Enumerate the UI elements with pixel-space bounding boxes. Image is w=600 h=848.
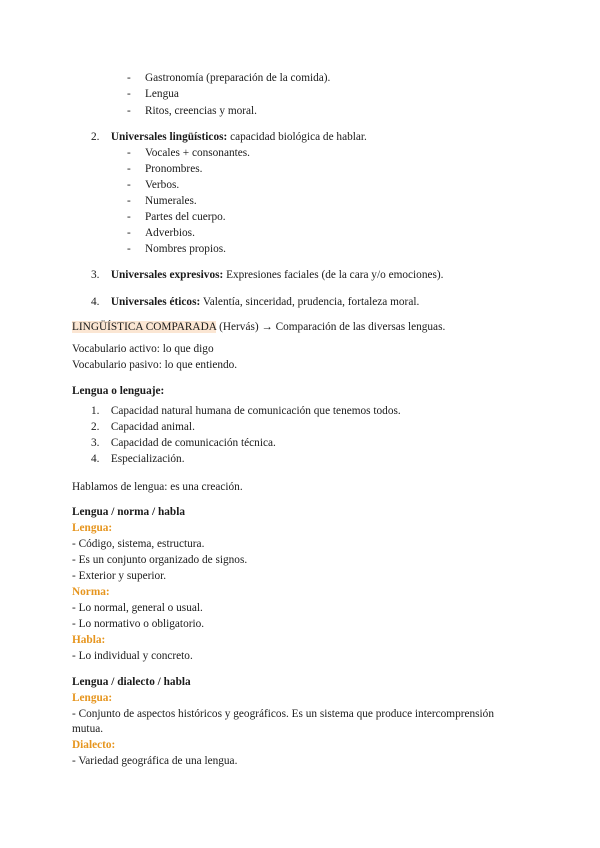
note-text: Hablamos de lengua: es una creación. xyxy=(72,481,243,493)
numbered-item xyxy=(91,420,195,434)
dash-marker: - xyxy=(127,227,131,239)
list-item-text: Nombres propios. xyxy=(145,243,226,255)
list-item-text: Gastronomía (preparación de la comida). xyxy=(145,72,331,84)
dash-marker: - xyxy=(127,147,131,159)
item-text: Capacidad natural humana de comunicación que tenemos todos. xyxy=(110,405,401,417)
numbered-item xyxy=(91,436,276,450)
item-text: Expresiones faciales (de la cara y/o emociones). xyxy=(226,269,444,281)
vocab-active: Vocabulario activo: lo que digo xyxy=(72,343,214,355)
paragraph-line: mutua. xyxy=(72,723,104,735)
comparada-text: (Hervás) → Comparación de las diversas lenguas. xyxy=(219,321,446,333)
item-text: Valentía, sinceridad, prudencia, fortaleza moral. xyxy=(202,296,420,308)
numbered-item xyxy=(91,452,185,466)
list-item: - Variedad geográfica de una lengua. xyxy=(72,755,238,767)
list-item-text: Vocales + consonantes. xyxy=(145,147,250,159)
list-item: - Lo normal, general o usual. xyxy=(72,602,203,614)
item-number: 2. xyxy=(91,421,100,433)
paragraph-line: - Conjunto de aspectos históricos y geográficos. Es un sistema que produce intercomprensión xyxy=(72,708,494,720)
item-text: Capacidad animal. xyxy=(110,421,195,433)
dash-marker: - xyxy=(127,88,131,100)
subheading-dialecto: Dialecto: xyxy=(72,739,116,751)
section-heading: Lengua / dialecto / habla xyxy=(72,676,191,688)
dash-marker: - xyxy=(127,72,131,84)
item-number: 2. xyxy=(91,131,100,143)
item-title: Universales expresivos: xyxy=(110,269,224,281)
item-number: 3. xyxy=(91,437,100,449)
dash-marker: - xyxy=(127,211,131,223)
universal-item-expressive xyxy=(91,268,443,282)
universal-item-ethical xyxy=(91,295,419,309)
subheading-norma: Norma: xyxy=(72,586,110,598)
list-item: - Es un conjunto organizado de signos. xyxy=(72,554,248,566)
dash-marker: - xyxy=(127,195,131,207)
item-title: Universales lingüísticos: xyxy=(110,131,228,143)
numbered-item xyxy=(91,404,401,418)
list-item-text: Partes del cuerpo. xyxy=(145,211,226,223)
list-item: - Exterior y superior. xyxy=(72,570,167,582)
item-number: 4. xyxy=(91,296,100,308)
list-item-text: Pronombres. xyxy=(145,163,203,175)
list-item-text: Ritos, creencias y moral. xyxy=(145,105,257,117)
list-item: - Lo individual y concreto. xyxy=(72,650,193,662)
list-item-text: Adverbios. xyxy=(145,227,195,239)
list-item-text: Verbos. xyxy=(145,179,180,191)
list-item-text: Numerales. xyxy=(145,195,197,207)
section-heading: Lengua o lenguaje: xyxy=(72,385,165,397)
list-item: - Lo normativo o obligatorio. xyxy=(72,618,205,630)
list-item: - Código, sistema, estructura. xyxy=(72,538,205,550)
subheading-lengua: Lengua: xyxy=(72,522,113,534)
item-number: 4. xyxy=(91,453,100,465)
subheading-lengua: Lengua: xyxy=(72,692,113,704)
highlighted-term: LINGÜÍSTICA COMPARADA xyxy=(72,321,217,333)
item-title: Universales éticos: xyxy=(110,296,201,308)
comparada-line xyxy=(72,320,445,334)
list-item-text: Lengua xyxy=(145,88,179,100)
item-number: 1. xyxy=(91,405,100,417)
universal-item-linguistic xyxy=(91,130,367,144)
dash-marker: - xyxy=(127,243,131,255)
dash-marker: - xyxy=(127,105,131,117)
dash-marker: - xyxy=(127,163,131,175)
item-text: capacidad biológica de hablar. xyxy=(230,131,367,143)
dash-marker: - xyxy=(127,179,131,191)
subheading-habla: Habla: xyxy=(72,634,106,646)
vocab-passive: Vocabulario pasivo: lo que entiendo. xyxy=(72,359,238,371)
item-text: Capacidad de comunicación técnica. xyxy=(110,437,276,449)
item-number: 3. xyxy=(91,269,100,281)
section-heading: Lengua / norma / habla xyxy=(72,506,185,518)
item-text: Especialización. xyxy=(110,453,185,465)
